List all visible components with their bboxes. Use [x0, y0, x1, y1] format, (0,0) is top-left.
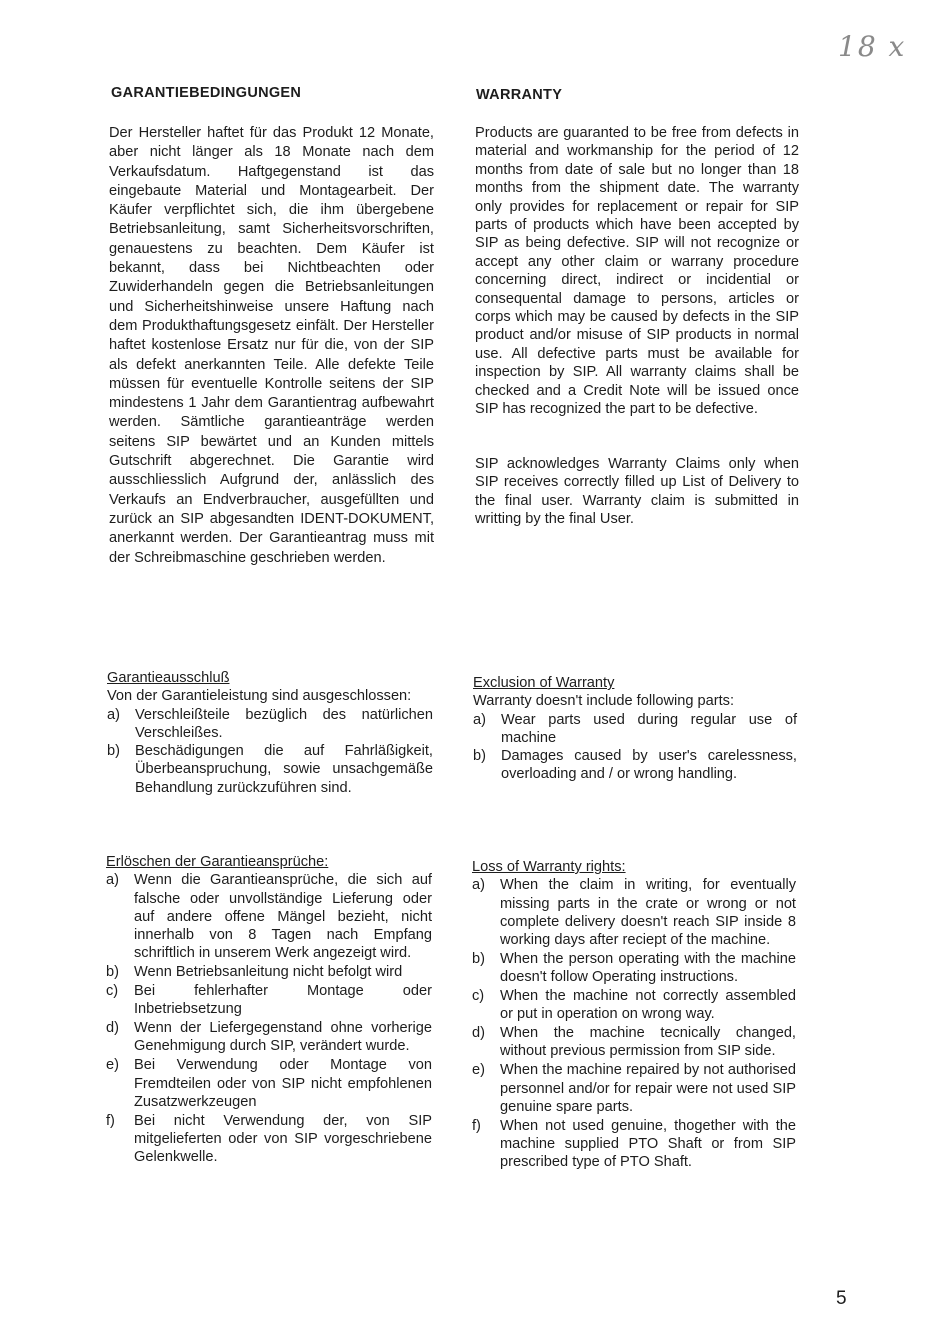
list-marker: e)	[472, 1062, 485, 1079]
list-text: Wear parts used during regular use of machine	[501, 711, 797, 746]
list-marker: b)	[106, 964, 119, 981]
english-exclusion-section	[473, 674, 797, 784]
list-marker: b)	[107, 743, 120, 760]
list-marker: c)	[472, 988, 485, 1005]
list-text: When the person operating with the machine doesn't follow Operating instructions.	[500, 950, 796, 986]
english-title: WARRANTY	[476, 87, 563, 103]
list-item	[473, 711, 797, 748]
list-text: Wenn die Garantieansprüche, die sich auf falsche oder unvollständige Lieferung oder auf andere offene Mängel bezieht, nicht innerhalb von 8 Tagen nach Empfang schriftlich in unserem Werk angezeigt wird.	[134, 872, 432, 962]
list-text: Bei nicht Verwendung der, von SIP mitgelieferten oder von SIP vorgeschriebene Gelenkwelle.	[134, 1112, 432, 1166]
list-text: Wenn der Liefergegenstand ohne vorherige Genehmigung durch SIP, verändert wurde.	[134, 1020, 432, 1055]
list-marker: d)	[472, 1025, 485, 1042]
list-text: Verschleißteile bezüglich des natürlichen Verschleißes.	[135, 706, 433, 741]
list-text: When the machine tecnically changed, without previous permission from SIP side.	[500, 1025, 796, 1060]
german-loss-section	[106, 853, 432, 1167]
list-item	[472, 1061, 796, 1116]
list-item	[106, 1056, 432, 1111]
list-item	[106, 871, 432, 962]
list-marker: f)	[106, 1112, 115, 1129]
list-marker: a)	[472, 877, 485, 894]
list-item	[472, 1024, 796, 1061]
list-item	[106, 963, 432, 981]
handwritten-note: 18 x	[838, 30, 907, 63]
english-paragraph-1: Products are guaranted to be free from defects in material and workmanship for the period of 12 months from date of sale but no longer than 18 months from the shipment date. The warranty only provides for replacement or repair for SIP parts of products which have been accepted by SIP as being defective. SIP will not recognize or accept any other claim or warrany procedure concerning direct, indirect or incidential or consequental damage to persons, articles or corps which may be caused by defects in the SIP product and/or misuse of SIP products in normal use. All defective parts must be available for inspection by SIP. All warranty claims shall be checked and a Credit Note will be issued once SIP has recognized the part to be defective.	[475, 125, 799, 418]
english-exclusion-list	[473, 711, 797, 784]
german-exclusion-section	[107, 669, 433, 797]
list-marker: b)	[473, 748, 486, 765]
list-item	[473, 747, 797, 784]
list-marker: b)	[472, 950, 485, 967]
german-loss-heading: Erlöschen der Garantieansprüche:	[106, 854, 329, 870]
german-exclusion-heading: Garantieausschluß	[107, 670, 230, 686]
page-number: 5	[836, 1288, 847, 1309]
list-item	[472, 876, 796, 949]
german-exclusion-list	[107, 706, 433, 797]
english-loss-list	[472, 876, 796, 1171]
list-item	[106, 1112, 432, 1167]
list-marker: a)	[107, 706, 120, 723]
list-text: Beschädigungen die auf Fahrläßigkeit, Überbeanspruchung, sowie unsachgemäße Behandlung zurückzuführen sind.	[135, 743, 433, 796]
german-paragraph: Der Hersteller haftet für das Produkt 12 Monate, aber nicht länger als 18 Monate nach dem Verkaufsdatum. Haftgegenstand ist das eingebaute Material und Montagearbeit. Der Käufer verpflichtet sich, die ihm übergebene Betriebsanleitung, samt Sicherheitsvorschriften, genauestens zu beachten. Dem Käufer ist bekannt, dass bei Nichtbeachten oder Zuwiderhandeln gegen die Betriebsanleitungen und Sicherheitshinweise unsere Haftung nach dem Produkthaftungsgesetz einfält. Der Hersteller haftet kostenlose Ersatz nur für die, von der SIP als defekt anerkannten Teile. Alle defekte Teile müssen für eventuelle Kontrolle seitens der SIP mindestens 1 Jahr dem Garantientrag aufbewahrt werden. Sämtliche garantieanträge werden seitens SIP bewärtet und an Kunden mittels Gutschrift abgerechnet. Die Garantie wird ausschliesslich Aufgrund der, anlässlich des Verkaufs an Endverbraucher, ausgefüllten und zurück an SIP abgesandten IDENT-DOKUMENT, anerkannt werden. Der Garantieantrag muss mit der Schreibmaschine geschrieben werden.	[109, 125, 434, 566]
english-paragraph-2: SIP acknowledges Warranty Claims only when SIP receives correctly filled up List of Delivery to the final user. Warranty claim is submitted in writting by the final User.	[475, 456, 799, 528]
list-item	[106, 1019, 432, 1056]
list-marker: d)	[106, 1020, 119, 1037]
list-text: Bei fehlerhafter Montage oder Inbetriebsetzung	[134, 983, 432, 1018]
english-exclusion-intro: Warranty doesn't include following parts:	[473, 693, 735, 710]
list-marker: f)	[472, 1117, 481, 1134]
list-marker: c)	[106, 983, 119, 1000]
list-item	[472, 987, 796, 1024]
list-item	[107, 742, 433, 797]
list-text: Damages caused by user's carelessness, overloading and / or wrong handling.	[501, 748, 797, 783]
english-loss-heading: Loss of Warranty rights:	[472, 859, 626, 875]
list-item	[472, 950, 796, 987]
list-text: When the machine repaired by not authorised personnel and/or for repair were not used SIP genuine spare parts.	[500, 1062, 796, 1115]
german-exclusion-intro: Von der Garantieleistung sind ausgeschlossen:	[107, 688, 412, 705]
list-item	[107, 706, 433, 743]
list-text: When the machine not correctly assembled or put in operation on wrong way.	[500, 988, 796, 1023]
list-marker: a)	[473, 711, 486, 728]
list-item	[472, 1117, 796, 1172]
english-loss-section	[472, 858, 796, 1172]
german-title: GARANTIEBEDINGUNGEN	[111, 85, 302, 101]
english-exclusion-heading: Exclusion of Warranty	[473, 675, 615, 691]
list-item	[106, 982, 432, 1019]
list-marker: e)	[106, 1057, 119, 1074]
list-text: Wenn Betriebsanleitung nicht befolgt wird	[134, 964, 403, 981]
german-loss-list	[106, 871, 432, 1166]
list-text: When not used genuine, thogether with the machine supplied PTO Shaft or from SIP prescribed type of PTO Shaft.	[500, 1117, 796, 1171]
list-text: When the claim in writing, for eventually missing parts in the crate or wrong or not complete delivery doesn't reach SIP inside 8 working days after reciept of the machine.	[500, 877, 796, 949]
list-text: Bei Verwendung oder Montage von Fremdteilen oder von SIP nicht empfohlenen Zusatzwerkzeugen	[134, 1057, 432, 1110]
list-marker: a)	[106, 872, 119, 889]
